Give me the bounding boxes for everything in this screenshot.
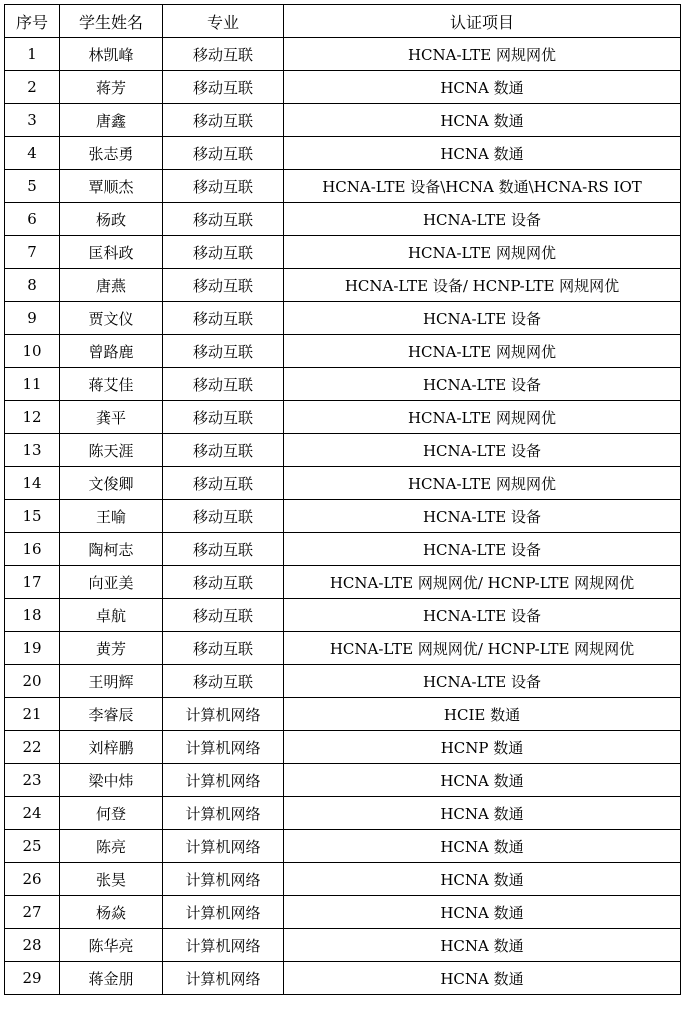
cell-student-name: 蒋金朋 bbox=[60, 962, 163, 995]
cell-major: 移动互联 bbox=[163, 632, 284, 665]
cell-certification: HCNA-LTE 网规网优 bbox=[284, 236, 681, 269]
cell-certification: HCNA-LTE 网规网优 bbox=[284, 38, 681, 71]
cell-certification: HCNA-LTE 网规网优 bbox=[284, 335, 681, 368]
cell-student-name: 匡科政 bbox=[60, 236, 163, 269]
cell-certification: HCNA 数通 bbox=[284, 71, 681, 104]
cell-certification: HCNA 数通 bbox=[284, 962, 681, 995]
cell-number: 27 bbox=[5, 896, 60, 929]
cell-student-name: 杨政 bbox=[60, 203, 163, 236]
cell-major: 移动互联 bbox=[163, 434, 284, 467]
header-certification: 认证项目 bbox=[284, 5, 681, 38]
cell-major: 移动互联 bbox=[163, 599, 284, 632]
cell-number: 18 bbox=[5, 599, 60, 632]
table-row bbox=[5, 731, 681, 764]
cell-certification: HCNA-LTE 设备 bbox=[284, 368, 681, 401]
cell-certification: HCNP 数通 bbox=[284, 731, 681, 764]
cell-certification: HCNA-LTE 设备 bbox=[284, 599, 681, 632]
header-major: 专业 bbox=[163, 5, 284, 38]
cell-major: 计算机网络 bbox=[163, 929, 284, 962]
table-row bbox=[5, 236, 681, 269]
cell-major: 计算机网络 bbox=[163, 764, 284, 797]
cell-major: 移动互联 bbox=[163, 236, 284, 269]
table-body bbox=[5, 38, 681, 995]
cell-student-name: 王喻 bbox=[60, 500, 163, 533]
cell-number: 24 bbox=[5, 797, 60, 830]
cell-major: 移动互联 bbox=[163, 137, 284, 170]
table-row bbox=[5, 368, 681, 401]
table-row bbox=[5, 665, 681, 698]
cell-major: 移动互联 bbox=[163, 104, 284, 137]
cell-number: 8 bbox=[5, 269, 60, 302]
cell-major: 移动互联 bbox=[163, 500, 284, 533]
cell-major: 移动互联 bbox=[163, 269, 284, 302]
table-row bbox=[5, 203, 681, 236]
cell-major: 移动互联 bbox=[163, 368, 284, 401]
cell-major: 计算机网络 bbox=[163, 896, 284, 929]
cell-certification: HCNA-LTE 网规网优 bbox=[284, 467, 681, 500]
table-row bbox=[5, 104, 681, 137]
table-row bbox=[5, 137, 681, 170]
cell-student-name: 梁中炜 bbox=[60, 764, 163, 797]
table-row bbox=[5, 302, 681, 335]
cell-number: 12 bbox=[5, 401, 60, 434]
cell-certification: HCNA-LTE 网规网优 bbox=[284, 401, 681, 434]
table-row bbox=[5, 896, 681, 929]
cell-number: 13 bbox=[5, 434, 60, 467]
cell-certification: HCNA-LTE 设备\HCNA 数通\HCNA-RS IOT bbox=[284, 170, 681, 203]
cell-number: 17 bbox=[5, 566, 60, 599]
cell-student-name: 唐燕 bbox=[60, 269, 163, 302]
table-row bbox=[5, 797, 681, 830]
table-row bbox=[5, 632, 681, 665]
cell-number: 3 bbox=[5, 104, 60, 137]
cell-certification: HCNA 数通 bbox=[284, 896, 681, 929]
cell-student-name: 何登 bbox=[60, 797, 163, 830]
cell-number: 22 bbox=[5, 731, 60, 764]
cell-number: 29 bbox=[5, 962, 60, 995]
cell-number: 20 bbox=[5, 665, 60, 698]
cell-major: 计算机网络 bbox=[163, 962, 284, 995]
cell-student-name: 张昊 bbox=[60, 863, 163, 896]
table-row bbox=[5, 599, 681, 632]
cell-certification: HCNA-LTE 设备 bbox=[284, 203, 681, 236]
cell-number: 10 bbox=[5, 335, 60, 368]
header-student-name: 学生姓名 bbox=[60, 5, 163, 38]
cell-major: 计算机网络 bbox=[163, 698, 284, 731]
cell-student-name: 张志勇 bbox=[60, 137, 163, 170]
cell-major: 移动互联 bbox=[163, 170, 284, 203]
cell-student-name: 龚平 bbox=[60, 401, 163, 434]
cell-certification: HCNA-LTE 设备/ HCNP-LTE 网规网优 bbox=[284, 269, 681, 302]
cell-certification: HCNA-LTE 设备 bbox=[284, 665, 681, 698]
header-row bbox=[5, 5, 681, 38]
table-row bbox=[5, 38, 681, 71]
cell-number: 9 bbox=[5, 302, 60, 335]
cell-number: 25 bbox=[5, 830, 60, 863]
cell-certification: HCNA-LTE 设备 bbox=[284, 500, 681, 533]
cell-number: 4 bbox=[5, 137, 60, 170]
cell-number: 19 bbox=[5, 632, 60, 665]
cell-certification: HCNA 数通 bbox=[284, 830, 681, 863]
cell-student-name: 杨焱 bbox=[60, 896, 163, 929]
cell-student-name: 刘梓鹏 bbox=[60, 731, 163, 764]
cell-student-name: 王明辉 bbox=[60, 665, 163, 698]
table-row bbox=[5, 269, 681, 302]
cell-number: 26 bbox=[5, 863, 60, 896]
cell-certification: HCNA-LTE 设备 bbox=[284, 434, 681, 467]
cell-student-name: 蒋芳 bbox=[60, 71, 163, 104]
cell-number: 23 bbox=[5, 764, 60, 797]
cell-major: 计算机网络 bbox=[163, 863, 284, 896]
cell-student-name: 曾路鹿 bbox=[60, 335, 163, 368]
cell-major: 移动互联 bbox=[163, 401, 284, 434]
cell-major: 移动互联 bbox=[163, 302, 284, 335]
cell-major: 移动互联 bbox=[163, 533, 284, 566]
cell-student-name: 覃顺杰 bbox=[60, 170, 163, 203]
cell-number: 5 bbox=[5, 170, 60, 203]
table-row bbox=[5, 764, 681, 797]
table-row bbox=[5, 170, 681, 203]
cell-number: 28 bbox=[5, 929, 60, 962]
cell-student-name: 向亚美 bbox=[60, 566, 163, 599]
cell-student-name: 唐鑫 bbox=[60, 104, 163, 137]
certification-table bbox=[4, 4, 681, 995]
cell-certification: HCIE 数通 bbox=[284, 698, 681, 731]
cell-number: 7 bbox=[5, 236, 60, 269]
cell-major: 移动互联 bbox=[163, 665, 284, 698]
cell-certification: HCNA-LTE 设备 bbox=[284, 533, 681, 566]
table-row bbox=[5, 863, 681, 896]
cell-certification: HCNA 数通 bbox=[284, 929, 681, 962]
cell-number: 6 bbox=[5, 203, 60, 236]
table-row bbox=[5, 401, 681, 434]
cell-number: 16 bbox=[5, 533, 60, 566]
cell-certification: HCNA-LTE 网规网优/ HCNP-LTE 网规网优 bbox=[284, 566, 681, 599]
header-number: 序号 bbox=[5, 5, 60, 38]
cell-number: 1 bbox=[5, 38, 60, 71]
cell-student-name: 文俊卿 bbox=[60, 467, 163, 500]
cell-certification: HCNA 数通 bbox=[284, 797, 681, 830]
cell-student-name: 林凯峰 bbox=[60, 38, 163, 71]
cell-student-name: 陈华亮 bbox=[60, 929, 163, 962]
cell-certification: HCNA 数通 bbox=[284, 137, 681, 170]
cell-major: 计算机网络 bbox=[163, 731, 284, 764]
table-row bbox=[5, 71, 681, 104]
table-header bbox=[5, 5, 681, 38]
cell-major: 移动互联 bbox=[163, 38, 284, 71]
cell-student-name: 陈天涯 bbox=[60, 434, 163, 467]
cell-major: 移动互联 bbox=[163, 467, 284, 500]
cell-major: 计算机网络 bbox=[163, 797, 284, 830]
cell-student-name: 陶柯志 bbox=[60, 533, 163, 566]
table-row bbox=[5, 566, 681, 599]
cell-student-name: 黄芳 bbox=[60, 632, 163, 665]
cell-certification: HCNA-LTE 设备 bbox=[284, 302, 681, 335]
table-row bbox=[5, 335, 681, 368]
cell-certification: HCNA 数通 bbox=[284, 764, 681, 797]
cell-major: 计算机网络 bbox=[163, 830, 284, 863]
cell-major: 移动互联 bbox=[163, 203, 284, 236]
table-row bbox=[5, 929, 681, 962]
cell-major: 移动互联 bbox=[163, 335, 284, 368]
cell-certification: HCNA 数通 bbox=[284, 104, 681, 137]
cell-number: 11 bbox=[5, 368, 60, 401]
cell-certification: HCNA-LTE 网规网优/ HCNP-LTE 网规网优 bbox=[284, 632, 681, 665]
table-row bbox=[5, 698, 681, 731]
table-row bbox=[5, 533, 681, 566]
cell-number: 15 bbox=[5, 500, 60, 533]
cell-student-name: 卓航 bbox=[60, 599, 163, 632]
table-row bbox=[5, 500, 681, 533]
cell-certification: HCNA 数通 bbox=[284, 863, 681, 896]
cell-number: 14 bbox=[5, 467, 60, 500]
cell-student-name: 李睿辰 bbox=[60, 698, 163, 731]
table-row bbox=[5, 434, 681, 467]
cell-student-name: 陈亮 bbox=[60, 830, 163, 863]
cell-number: 21 bbox=[5, 698, 60, 731]
table-row bbox=[5, 962, 681, 995]
cell-major: 移动互联 bbox=[163, 71, 284, 104]
table-row bbox=[5, 467, 681, 500]
cell-number: 2 bbox=[5, 71, 60, 104]
cell-major: 移动互联 bbox=[163, 566, 284, 599]
cell-student-name: 蒋艾佳 bbox=[60, 368, 163, 401]
cell-student-name: 贾文仪 bbox=[60, 302, 163, 335]
table-row bbox=[5, 830, 681, 863]
